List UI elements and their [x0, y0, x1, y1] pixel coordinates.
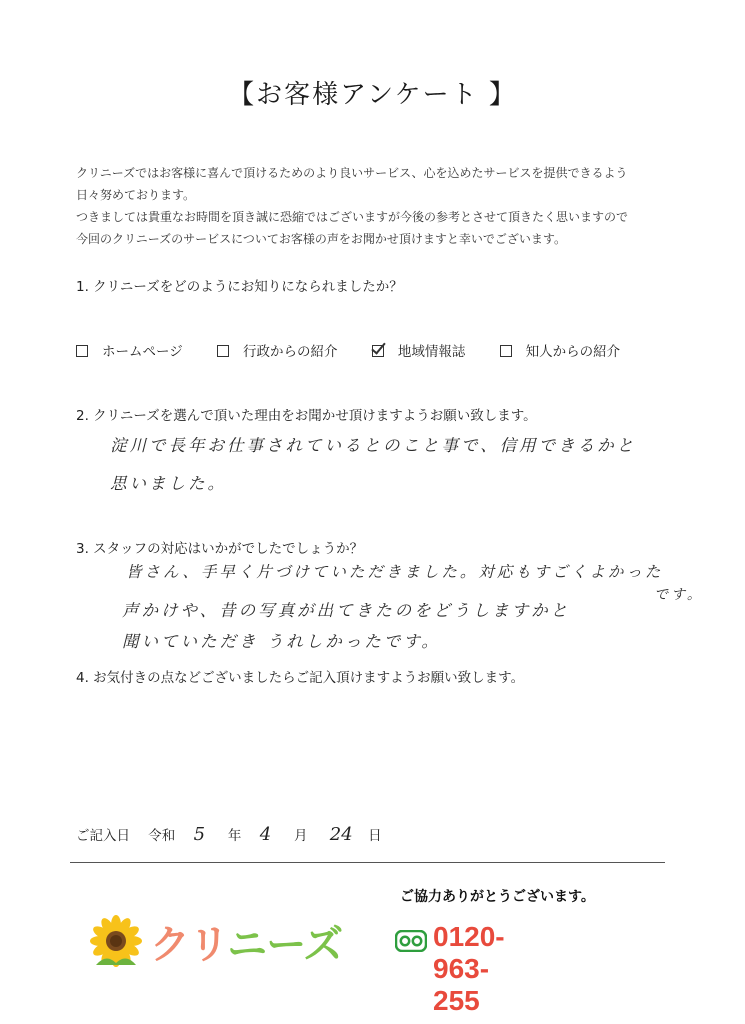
question-3: 3. スタッフの対応はいかがでしたでしょうか？ — [76, 541, 364, 557]
checkbox-homepage[interactable] — [76, 345, 88, 357]
question-1-options — [76, 340, 676, 360]
option-label: 地域情報誌 — [397, 344, 466, 360]
date-day-value: 24 — [329, 824, 353, 845]
question-1: 1. クリニーズをどのようにお知りになられましたか？ — [76, 279, 403, 295]
answer-2-line: 思いました。 — [110, 474, 227, 493]
question-4: 4. お気付きの点などございましたらご記入頂けますようお願い致します。 — [76, 670, 525, 686]
divider — [70, 862, 665, 863]
date-month-unit: 月 — [293, 828, 308, 844]
intro-line: 今回のクリニーズのサービスについてお客様の声をお聞かせ頂けますと幸いでございます。 — [76, 232, 566, 246]
answer-2-line: 淀川で長年お仕事されているとのこと事で、信用できるかと — [110, 436, 637, 455]
option-government[interactable] — [217, 340, 338, 360]
sunflower-icon — [88, 913, 144, 969]
answer-3-line: 声かけや、昔の写真が出てきたのをどうしますかと — [122, 601, 571, 620]
date-era: 令和 — [148, 828, 176, 844]
phone-number[interactable]: 0120-963-255 — [433, 921, 505, 1016]
intro-line: クリニーズではお客様に喜んで頂けるためのより良いサービス、心を込めたサービスを提供できるよう — [76, 166, 628, 180]
intro-line: つきましては貴重なお時間を頂き誠に恐縮ではございますが今後の参考とさせて頂きたく思いますので — [76, 210, 629, 224]
date-day-unit: 日 — [368, 828, 382, 844]
freedial-icon — [395, 930, 427, 952]
date-month-value: 4 — [259, 824, 272, 845]
option-label: 知人からの紹介 — [525, 344, 621, 360]
checkbox-local-magazine[interactable] — [372, 345, 384, 357]
checkbox-government[interactable] — [217, 345, 229, 357]
brand-name: クリニーズ — [150, 922, 343, 968]
option-acquaintance[interactable] — [500, 340, 621, 360]
option-label: 行政からの紹介 — [243, 344, 338, 360]
option-label: ホームページ — [102, 344, 183, 360]
date-label: ご記入日 — [76, 828, 130, 844]
brand-logo — [88, 913, 358, 969]
answer-3-line: 聞いていただき うれしかったです。 — [122, 632, 441, 651]
option-local-magazine[interactable] — [372, 340, 466, 360]
question-2: 2. クリニーズを選んで頂いた理由をお聞かせ頂けますようお願い致します。 — [76, 408, 537, 424]
answer-3-line: です。 — [654, 587, 704, 603]
date-year-unit: 年 — [227, 828, 242, 844]
intro-line: 日々努めております。 — [76, 188, 196, 202]
answer-3-line: 皆さん、手早く片づけていただきました。対応もすごくよかった — [126, 563, 664, 581]
thanks-message: ご協力ありがとうございます。 — [400, 889, 595, 905]
option-homepage[interactable] — [76, 340, 183, 360]
date-year-value: 5 — [193, 824, 206, 845]
intro-text — [76, 162, 676, 250]
entry-date — [76, 824, 382, 845]
checkbox-acquaintance[interactable] — [500, 345, 512, 357]
page-title: 【お客様アンケート 】 — [228, 80, 517, 110]
